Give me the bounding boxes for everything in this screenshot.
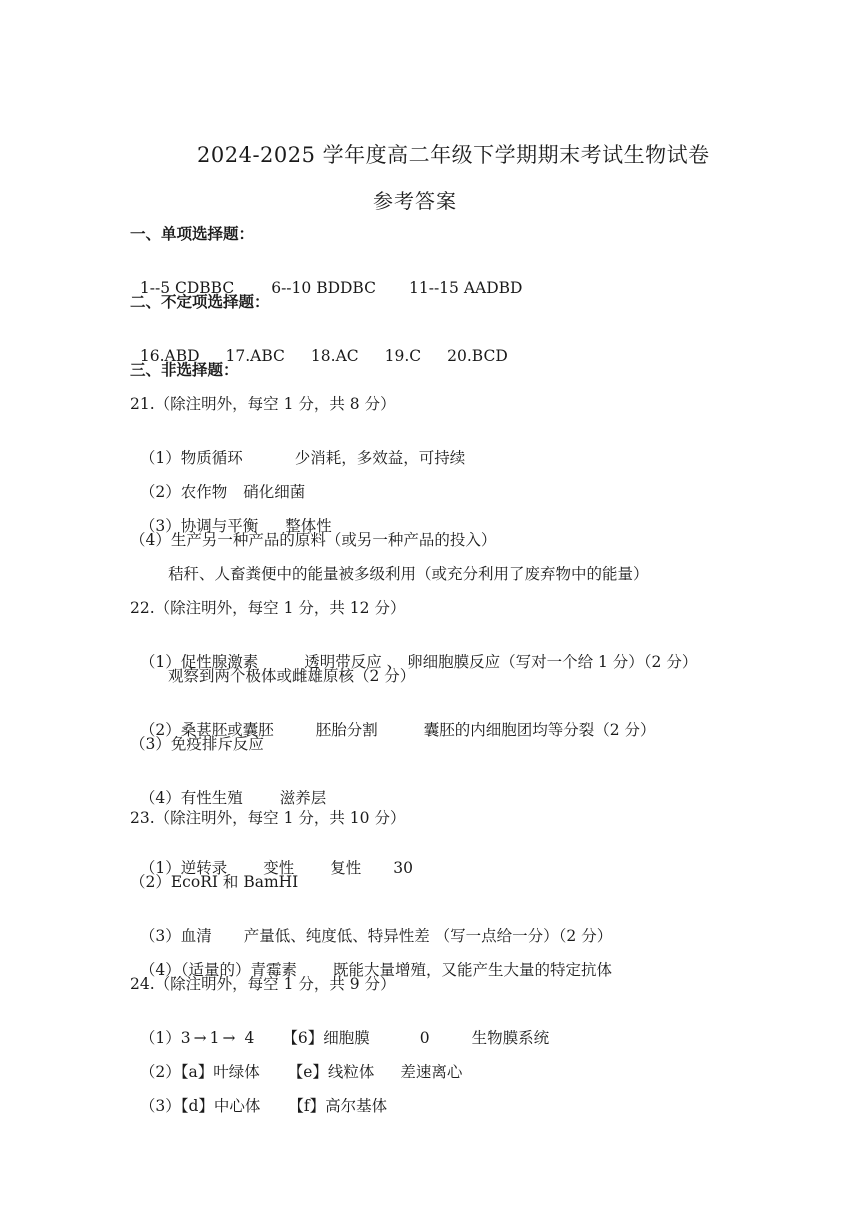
answer-text: 【6】细胞膜 — [282, 1029, 370, 1047]
answer-text: 囊胚的内细胞团均等分裂（2 分） — [423, 721, 656, 739]
section2-heading: 二、不定项选择题： — [130, 292, 270, 311]
answer-item: 16.ABD — [139, 347, 200, 365]
answer-text: 【e】线粒体 — [287, 1063, 375, 1081]
section3-heading: 三、非选择题： — [130, 360, 239, 379]
answer-text: 差速离心 — [400, 1063, 463, 1081]
answer-text: （4）（适量的）青霉素 — [139, 961, 297, 979]
answer-text: （3）【d】中心体 — [139, 1097, 261, 1115]
answer-text: （1）物质循环 — [139, 449, 243, 467]
q24-header: 24.（除注明外，每空 1 分，共 9 分） — [130, 975, 396, 993]
q21-line-5: 秸秆、人畜粪便中的能量被多级利用（或充分利用了废弃物中的能量） — [168, 565, 649, 583]
answer-text: （2）桑葚胚或囊胚 — [139, 721, 274, 739]
answer-text: （1）逆转录 — [139, 859, 228, 877]
q23-line-2: （2）EcoRI 和 BamHI — [130, 873, 299, 891]
answer-text: 0 — [419, 1029, 430, 1047]
answer-text: 1 — [209, 1029, 220, 1047]
answer-text: 硝化细菌 — [243, 483, 306, 501]
answer-text: 变性 — [263, 859, 295, 877]
answer-text: （1）促性腺激素 — [139, 653, 259, 671]
answer-text: 30 — [393, 859, 413, 877]
answer-group: 11--15 AADBD — [408, 279, 523, 297]
answer-text: （1）3 — [139, 1029, 191, 1047]
answer-text: （2）【a】叶绿体 — [139, 1063, 260, 1081]
q22-header: 22.（除注明外，每空 1 分，共 12 分） — [130, 599, 406, 617]
q21-line-4: （4）生产另一种产品的原料（或另一种产品的投入） — [130, 531, 497, 549]
answer-group: 1--5 CDBBC — [139, 279, 235, 297]
answer-text: 既能大量增殖，又能产生大量的特定抗体 — [332, 961, 612, 979]
answer-item: 17.ABC — [225, 347, 285, 365]
answer-key-subtitle: 参考答案 — [373, 189, 457, 213]
q23-header: 23.（除注明外，每空 1 分，共 10 分） — [130, 809, 406, 827]
q22-line-4: （3）免疫排斥反应 — [130, 735, 264, 753]
q22-line-5 — [130, 768, 326, 808]
answer-text: （2）农作物 — [139, 483, 228, 501]
answer-text: 生物膜系统 — [471, 1029, 550, 1047]
answer-text: 少消耗，多效益，可持续 — [294, 449, 466, 467]
answer-text: 产量低、纯度低、特异性差 （写一点给一分）（2 分） — [243, 927, 613, 945]
answer-item: 18.AC — [310, 347, 359, 365]
arrow-icon: → — [193, 1029, 207, 1047]
section1-heading: 一、单项选择题： — [130, 224, 255, 243]
answer-text: 透明带反应 、 卵细胞膜反应（写对一个给 1 分）（2 分） — [304, 653, 698, 671]
answer-text: 整体性 — [285, 517, 332, 535]
answer-text: 4 — [244, 1029, 255, 1047]
answer-item: 20.BCD — [447, 347, 508, 365]
q22-line-2: 观察到两个极体或雌雄原核（2 分） — [168, 667, 416, 685]
q21-header: 21.（除注明外，每空 1 分，共 8 分） — [130, 395, 396, 413]
answer-text: （4）有性生殖 — [139, 789, 243, 807]
answer-text: 胚胎分割 — [315, 721, 378, 739]
answer-text: （3）协调与平衡 — [139, 517, 259, 535]
q24-line-3 — [130, 1076, 387, 1116]
answer-item: 19.C — [384, 347, 422, 365]
answer-text: 【f】高尔基体 — [288, 1097, 388, 1115]
exam-title: 2024-2025 学年度高二年级下学期期末考试生物试卷 — [197, 143, 710, 167]
answer-group: 6--10 BDDBC — [271, 279, 376, 297]
answer-text: 复性 — [330, 859, 362, 877]
answer-text: （3）血清 — [139, 927, 212, 945]
arrow-icon: → — [222, 1029, 236, 1047]
answer-text: 滋养层 — [279, 789, 327, 807]
